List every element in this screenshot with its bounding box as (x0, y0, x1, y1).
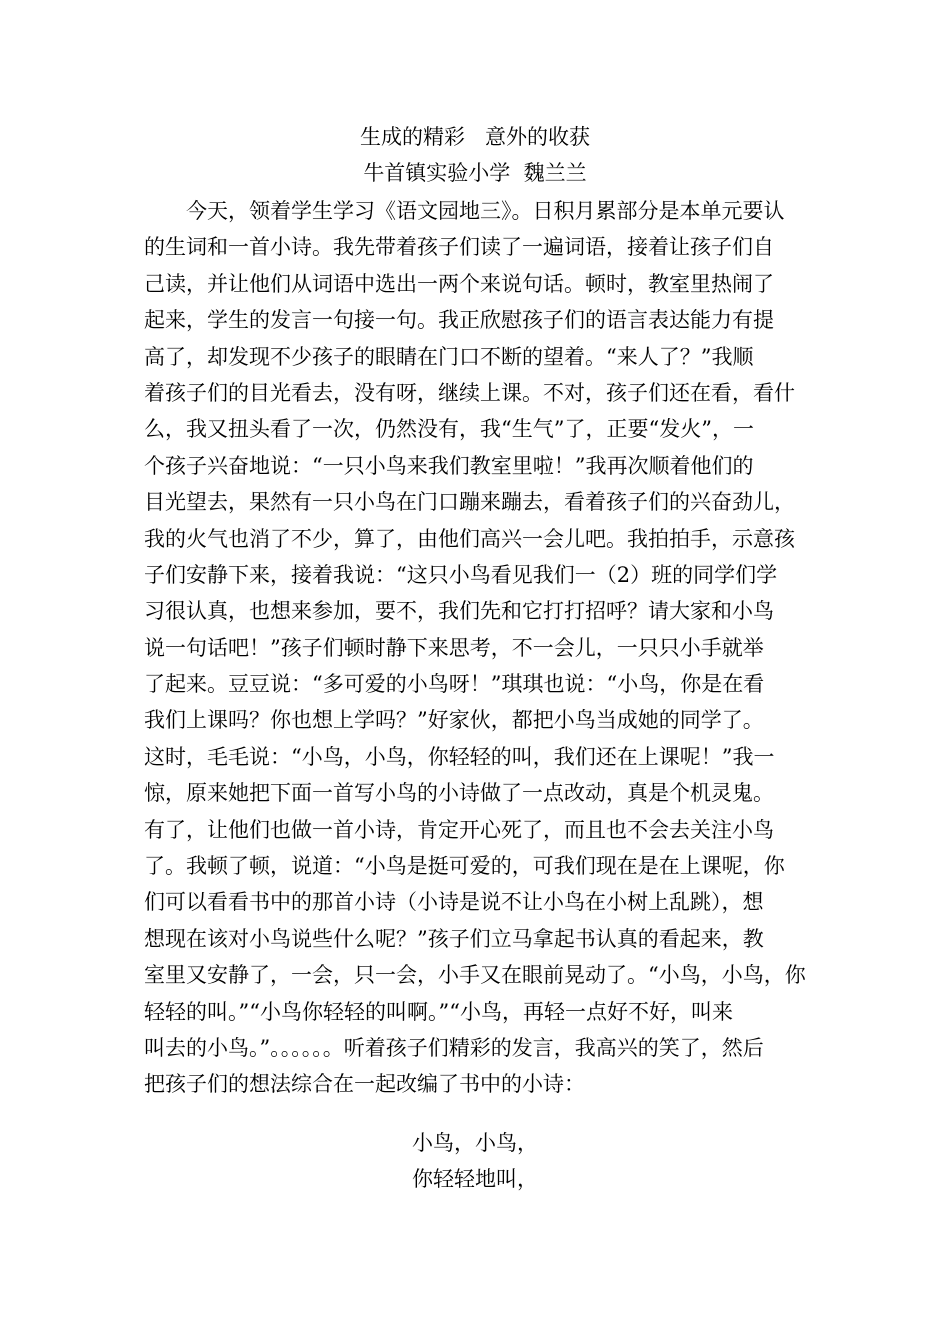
paragraph-line: 己读，并让他们从词语中选出一两个来说句话。顿时，教室里热闹了 (144, 271, 774, 296)
poem-line: 小鸟，小鸟， (412, 1131, 538, 1155)
paragraph-line: 了。我顿了顿，说道：“小鸟是挺可爱的，可我们现在是在上课呢，你 (144, 854, 785, 879)
document-title: 生成的精彩 意外的收获 (359, 125, 591, 149)
paragraph-line: 个孩子兴奋地说：“一只小鸟来我们教室里啦！”我再次顺着他们的 (144, 453, 754, 478)
author-line: 牛首镇实验小学 魏兰兰 (363, 161, 587, 185)
paragraph-line: 说一句话吧！”孩子们顿时静下来思考，不一会儿，一只只小手就举 (144, 635, 764, 660)
poem (0, 1125, 950, 1197)
paragraph-line: 今天，领着学生学习《语文园地三》。日积月累部分是本单元要认 (186, 199, 785, 223)
paragraph-line: 着孩子们的目光看去，没有呀，继续上课。不对，孩子们还在看，看什 (144, 380, 795, 405)
paragraph-line: 有了，让他们也做一首小诗，肯定开心死了，而且也不会去关注小鸟 (144, 817, 774, 842)
paragraph-line: 惊，原来她把下面一首写小鸟的小诗做了一点改动，真是个机灵鬼。 (144, 781, 774, 806)
paragraph-line: 么，我又扭头看了一次，仍然没有，我“生气”了，正要“发火”，一 (144, 417, 754, 442)
paragraph-line: 目光望去，果然有一只小鸟在门口蹦来蹦去，看着孩子们的兴奋劲儿， (144, 490, 795, 515)
paragraph-line: 叫去的小鸟。”。。。。。。听着孩子们精彩的发言，我高兴的笑了，然后 (144, 1035, 764, 1060)
paragraph-line: 我们上课吗？你也想上学吗？”好家伙，都把小鸟当成她的同学了。 (144, 708, 764, 733)
paragraph-line: 的生词和一首小诗。我先带着孩子们读了一遍词语，接着让孩子们自 (144, 235, 774, 260)
paragraph-line: 了起来。豆豆说：“多可爱的小鸟呀！”琪琪也说：“小鸟，你是在看 (144, 672, 765, 697)
paragraph-line: 室里又安静了，一会，只一会，小手又在眼前晃动了。“小鸟，小鸟，你 (144, 963, 806, 988)
poem-line: 你轻轻地叫， (412, 1167, 538, 1191)
paragraph-line: 起来，学生的发言一句接一句。我正欣慰孩子们的语言表达能力有提 (144, 308, 774, 333)
paragraph-line: 这时，毛毛说：“小鸟，小鸟，你轻轻的叫，我们还在上课呢！”我一 (144, 744, 775, 769)
paragraph-line: 轻轻的叫。”“小鸟你轻轻的叫啊。”“小鸟，再轻一点好不好，叫来 (144, 999, 733, 1024)
paragraph-line: 高了，却发现不少孩子的眼睛在门口不断的望着。“来人了？”我顺 (144, 344, 754, 369)
paragraph-line: 我的火气也消了不少，算了，由他们高兴一会儿吧。我拍拍手，示意孩 (144, 526, 795, 551)
article-body (144, 193, 824, 1103)
paragraph-line: 们可以看看书中的那首小诗（小诗是说不让小鸟在小树上乱跳），想 (144, 890, 764, 915)
paragraph-line: 习很认真，也想来参加，要不，我们先和它打打招呼？请大家和小鸟 (144, 599, 774, 624)
paragraph-line: 子们安静下来，接着我说：“这只小鸟看见我们一（2）班的同学们学 (144, 562, 778, 587)
paragraph-line: 想现在该对小鸟说些什么呢？”孩子们立马拿起书认真的看起来，教 (144, 926, 764, 951)
paragraph-line: 把孩子们的想法综合在一起改编了书中的小诗： (144, 1072, 585, 1097)
